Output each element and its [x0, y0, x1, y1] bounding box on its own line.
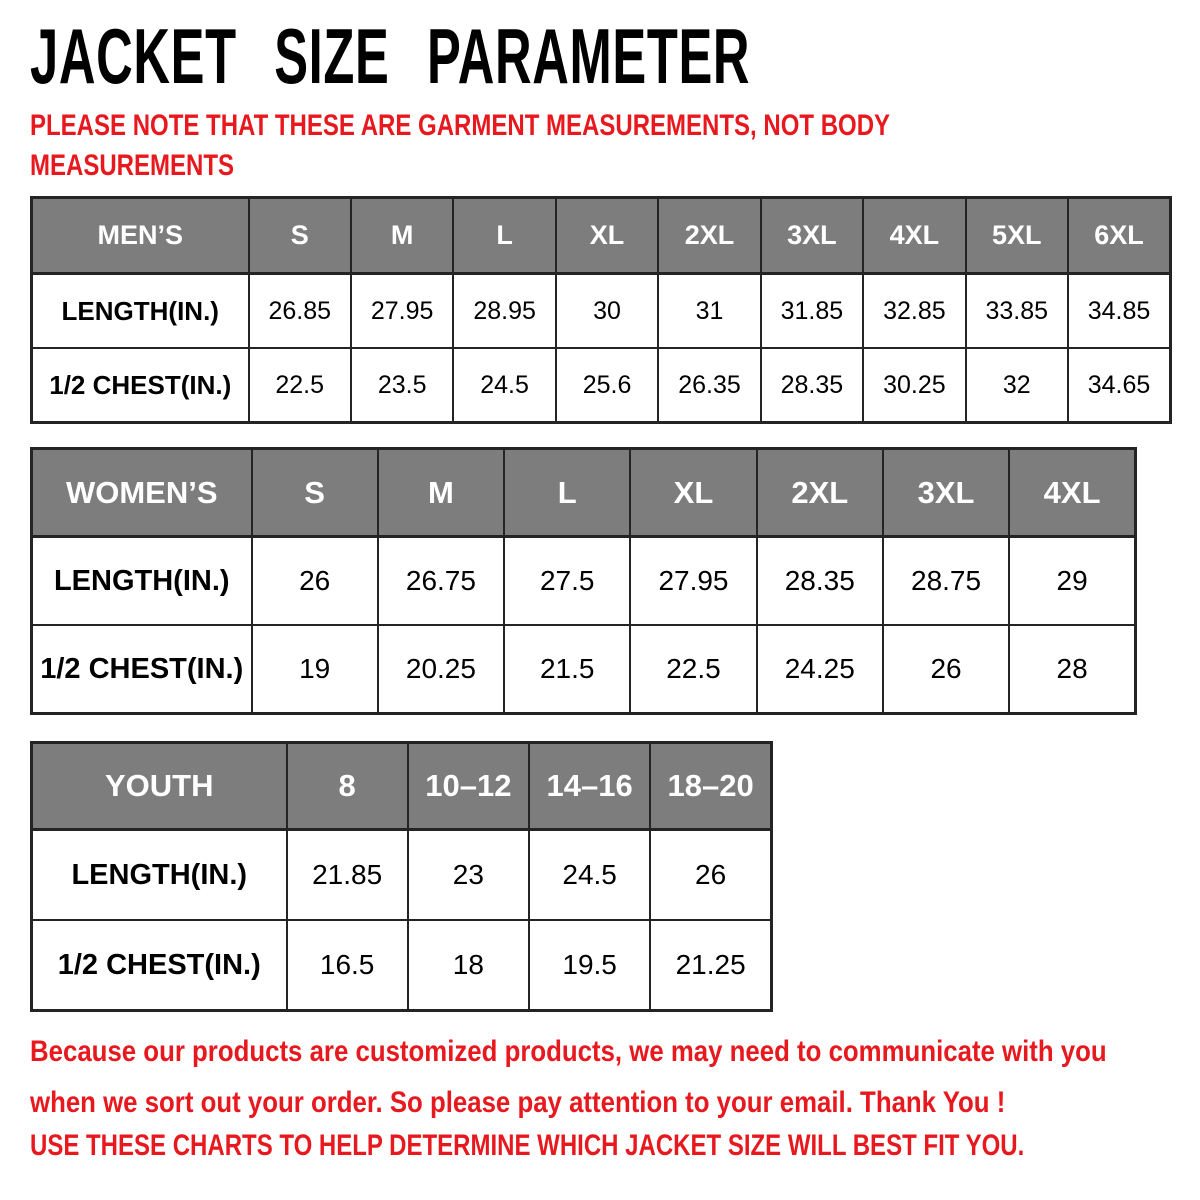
- mens-size-header: S: [249, 198, 351, 274]
- mens-size-header: 3XL: [761, 198, 863, 274]
- row-label: LENGTH(IN.): [32, 830, 287, 921]
- womens-size-header: 4XL: [1009, 449, 1135, 537]
- value-cell: 24.5: [529, 830, 650, 921]
- womens-size-header: 2XL: [757, 449, 883, 537]
- value-cell: 26: [650, 830, 771, 921]
- youth-size-table: [30, 741, 773, 1012]
- value-cell: 27.95: [351, 274, 453, 349]
- womens-measurement-row: [32, 537, 1136, 626]
- youth-size-header: 8: [287, 743, 408, 830]
- customization-notice: Because our products are customized products, we may need to communicate with you when we sort out your order. So please pay attention to your email. Thank You !: [30, 1035, 1107, 1119]
- value-cell: 21.85: [287, 830, 408, 921]
- value-cell: 28.75: [883, 537, 1009, 626]
- youth-size-header: 14–16: [529, 743, 650, 830]
- value-cell: 23.5: [351, 348, 453, 423]
- mens-size-header: 4XL: [863, 198, 965, 274]
- mens-size-header: M: [351, 198, 453, 274]
- value-cell: 24.25: [757, 625, 883, 714]
- mens-table-title: MEN’S: [32, 198, 249, 274]
- usage-instruction: USE THESE CHARTS TO HELP DETERMINE WHICH JACKET SIZE WILL BEST FIT YOU.: [30, 1129, 1025, 1162]
- youth-measurement-row: [32, 920, 772, 1011]
- mens-measurement-row: [32, 348, 1171, 423]
- value-cell: 28.35: [761, 348, 863, 423]
- value-cell: 19.5: [529, 920, 650, 1011]
- value-cell: 21.25: [650, 920, 771, 1011]
- value-cell: 32: [966, 348, 1068, 423]
- value-cell: 26: [883, 625, 1009, 714]
- womens-size-header: XL: [630, 449, 756, 537]
- youth-size-header: 10–12: [408, 743, 529, 830]
- value-cell: 34.85: [1068, 274, 1171, 349]
- womens-header-row: [32, 449, 1136, 537]
- row-label: LENGTH(IN.): [32, 274, 249, 349]
- mens-header-row: [32, 198, 1171, 274]
- value-cell: 31.85: [761, 274, 863, 349]
- value-cell: 29: [1009, 537, 1135, 626]
- mens-size-table: [30, 196, 1172, 424]
- value-cell: 26.35: [658, 348, 760, 423]
- mens-size-header: 5XL: [966, 198, 1068, 274]
- value-cell: 34.65: [1068, 348, 1171, 423]
- womens-table-title: WOMEN’S: [32, 449, 252, 537]
- garment-measurement-note: PLEASE NOTE THAT THESE ARE GARMENT MEASUREMENTS, NOT BODY MEASUREMENTS: [30, 109, 890, 182]
- row-label: 1/2 CHEST(IN.): [32, 625, 252, 714]
- value-cell: 20.25: [378, 625, 504, 714]
- value-cell: 27.95: [630, 537, 756, 626]
- page-title: JACKET SIZE PARAMETER: [30, 12, 751, 100]
- womens-measurement-row: [32, 625, 1136, 714]
- value-cell: 18: [408, 920, 529, 1011]
- mens-size-header: 2XL: [658, 198, 760, 274]
- youth-header-row: [32, 743, 772, 830]
- womens-size-header: M: [378, 449, 504, 537]
- youth-measurement-row: [32, 830, 772, 921]
- row-label: 1/2 CHEST(IN.): [32, 920, 287, 1011]
- value-cell: 28.95: [453, 274, 555, 349]
- value-cell: 27.5: [504, 537, 630, 626]
- value-cell: 26.75: [378, 537, 504, 626]
- value-cell: 30.25: [863, 348, 965, 423]
- value-cell: 28.35: [757, 537, 883, 626]
- value-cell: 19: [252, 625, 378, 714]
- value-cell: 26.85: [249, 274, 351, 349]
- value-cell: 31: [658, 274, 760, 349]
- mens-measurement-row: [32, 274, 1171, 349]
- row-label: 1/2 CHEST(IN.): [32, 348, 249, 423]
- value-cell: 25.6: [556, 348, 658, 423]
- value-cell: 22.5: [249, 348, 351, 423]
- youth-table-title: YOUTH: [32, 743, 287, 830]
- value-cell: 30: [556, 274, 658, 349]
- youth-size-header: 18–20: [650, 743, 771, 830]
- value-cell: 16.5: [287, 920, 408, 1011]
- womens-size-table: [30, 447, 1137, 715]
- value-cell: 28: [1009, 625, 1135, 714]
- womens-size-header: 3XL: [883, 449, 1009, 537]
- value-cell: 26: [252, 537, 378, 626]
- mens-size-header: L: [453, 198, 555, 274]
- value-cell: 23: [408, 830, 529, 921]
- womens-size-header: L: [504, 449, 630, 537]
- value-cell: 24.5: [453, 348, 555, 423]
- value-cell: 33.85: [966, 274, 1068, 349]
- value-cell: 32.85: [863, 274, 965, 349]
- mens-size-header: XL: [556, 198, 658, 274]
- value-cell: 21.5: [504, 625, 630, 714]
- womens-size-header: S: [252, 449, 378, 537]
- row-label: LENGTH(IN.): [32, 537, 252, 626]
- value-cell: 22.5: [630, 625, 756, 714]
- mens-size-header: 6XL: [1068, 198, 1171, 274]
